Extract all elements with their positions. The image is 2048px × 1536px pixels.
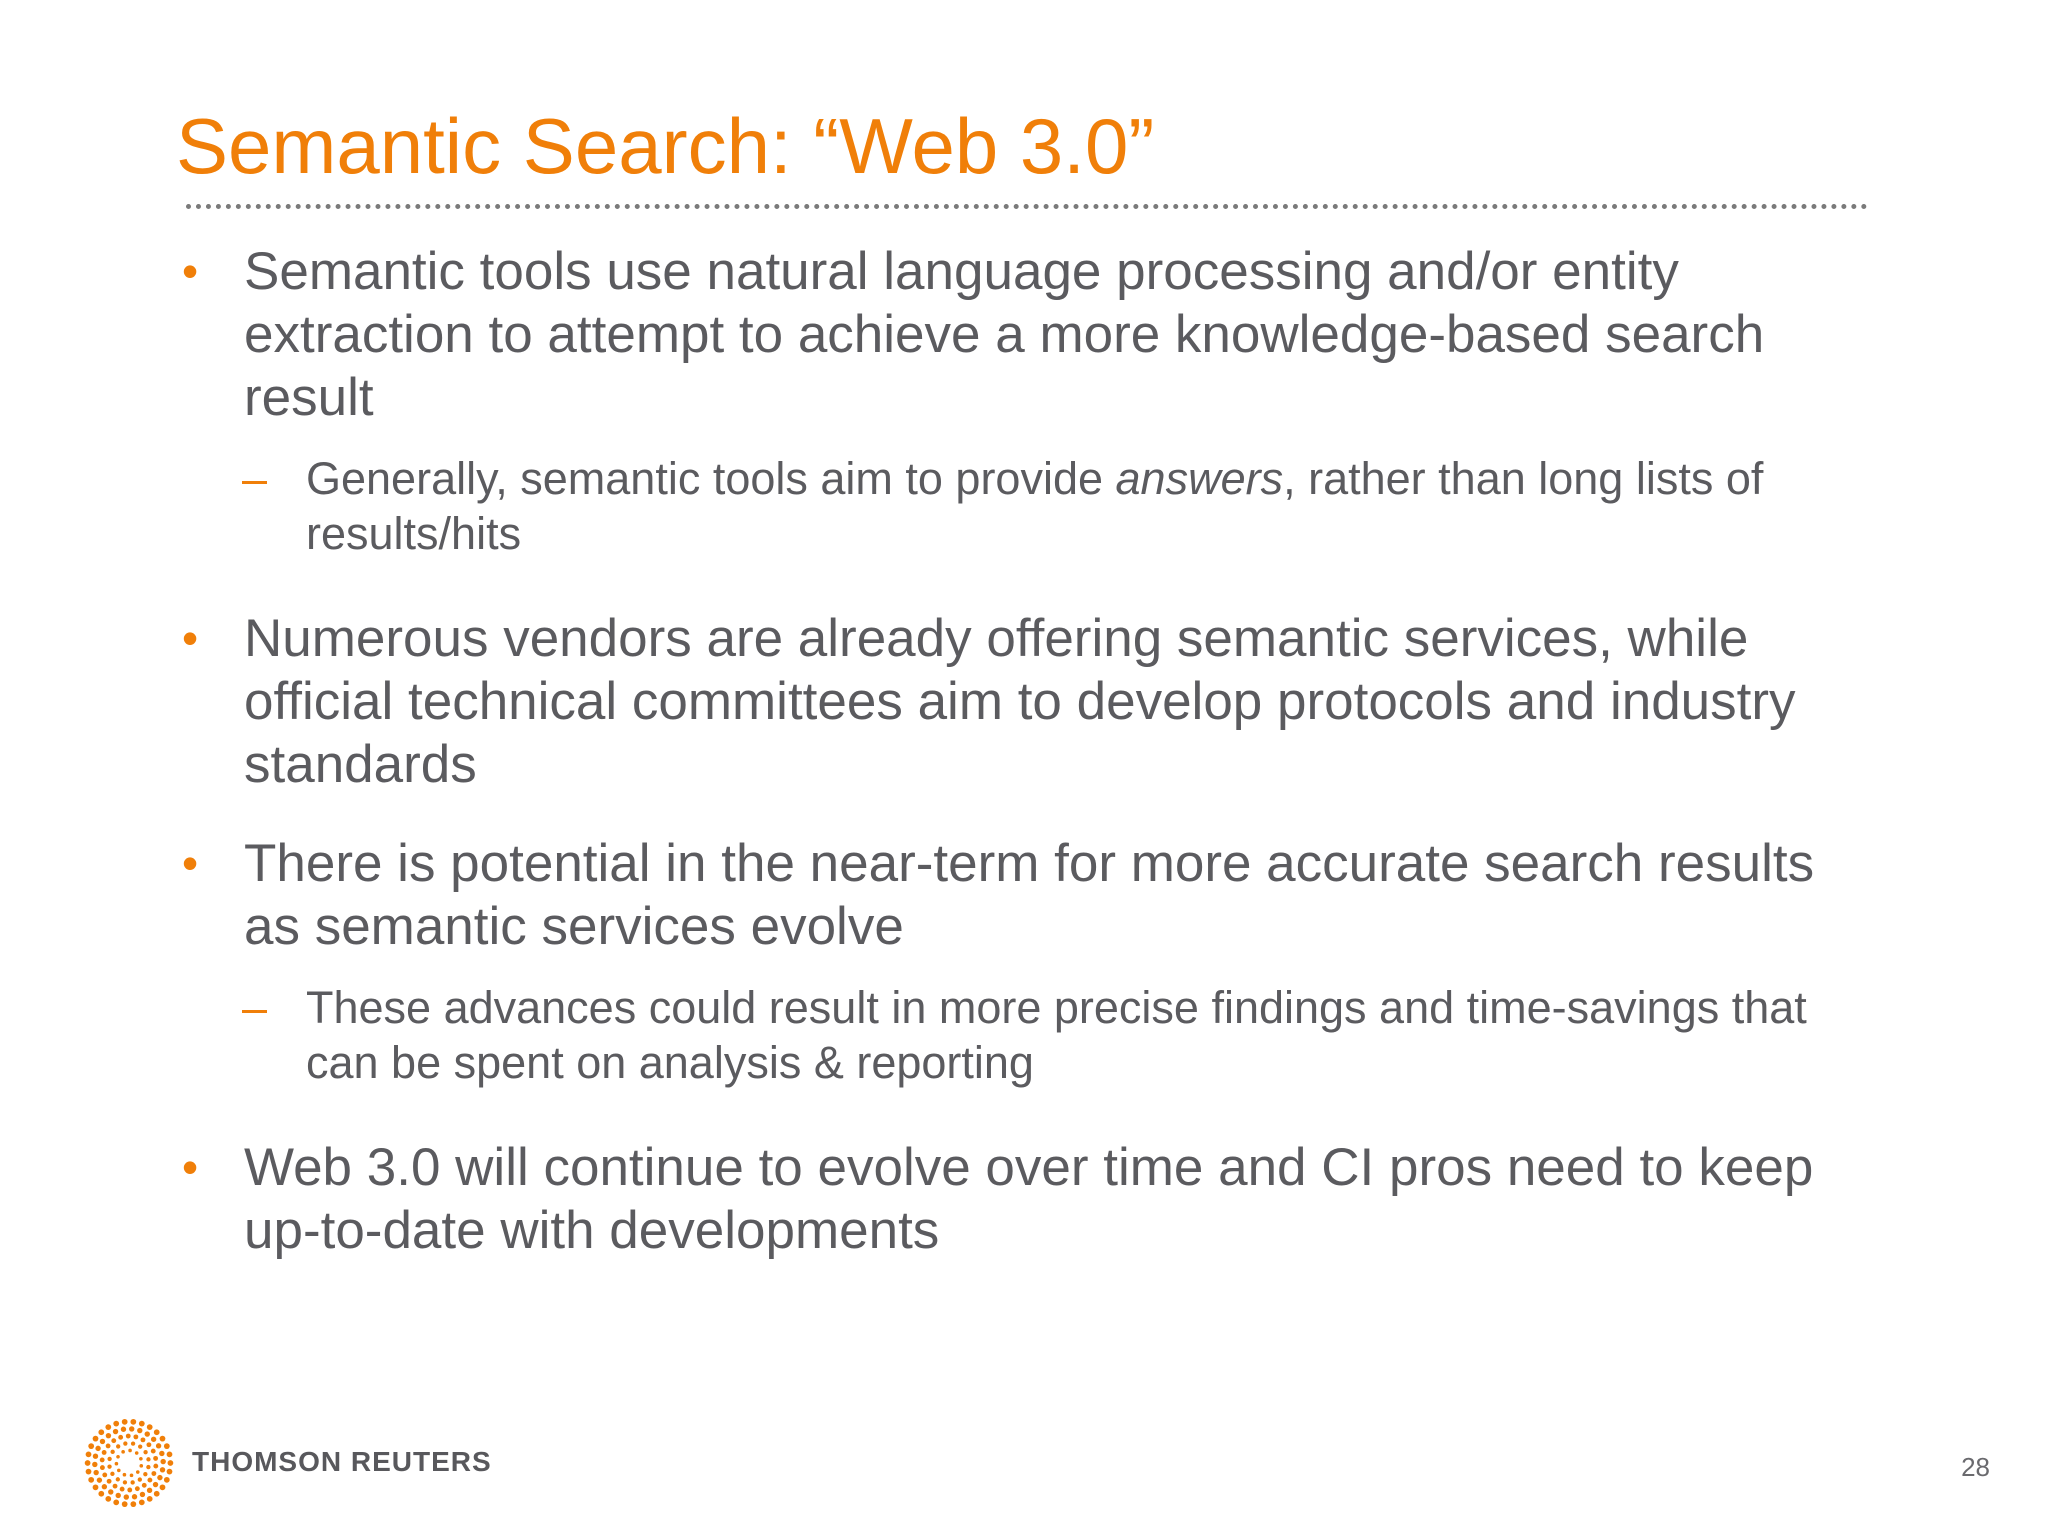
sub-bullet-marker: – xyxy=(242,453,268,504)
logo-dot xyxy=(157,1475,162,1480)
logo-dot xyxy=(143,1450,147,1454)
logo-dot xyxy=(86,1469,92,1475)
sub-bullet-text: These advances could result in more precise findings and time-savings that can be spent on analysis & reporting xyxy=(306,982,1807,1088)
logo-dot xyxy=(110,1450,114,1454)
logo-dot xyxy=(132,1494,137,1499)
logo-dot xyxy=(130,1480,134,1484)
logo-dot xyxy=(97,1477,102,1482)
logo-dot xyxy=(123,1441,127,1445)
page-number: 28 xyxy=(1961,1452,1990,1482)
logo-dot xyxy=(107,1457,111,1461)
logo-dot xyxy=(164,1477,170,1483)
bullet-text: Numerous vendors are already offering semantic services, while official technical committees aim to develop protocols and industry standards xyxy=(244,609,1796,794)
logo-dot xyxy=(102,1450,107,1455)
logo-dot xyxy=(116,1455,120,1459)
logo-dot xyxy=(110,1472,114,1476)
logo-dot xyxy=(85,1460,91,1466)
logo-dot xyxy=(93,1470,98,1475)
logo-dot xyxy=(135,1451,139,1455)
logo-dot xyxy=(142,1483,147,1488)
logo-dot xyxy=(123,1473,127,1477)
logo-dot xyxy=(147,1478,152,1483)
logo-dot xyxy=(88,1477,94,1483)
logo-dot xyxy=(107,1464,111,1468)
logo-dot xyxy=(92,1462,97,1467)
logo-dot xyxy=(128,1449,132,1453)
logo-dot xyxy=(151,1449,156,1454)
sub-bullet-item xyxy=(176,980,1856,1090)
logo-dot xyxy=(95,1446,100,1451)
logo-dot xyxy=(126,1434,131,1439)
logo-dot xyxy=(141,1437,146,1442)
logo-dot xyxy=(107,1479,112,1484)
logo-dot xyxy=(122,1419,128,1425)
logo-dot xyxy=(113,1499,119,1505)
logo-dot xyxy=(154,1491,160,1497)
logo-dot xyxy=(139,1421,145,1427)
logo-dot xyxy=(93,1436,99,1442)
logo-dot xyxy=(138,1477,142,1481)
slide-title: Semantic Search: “Web 3.0” xyxy=(176,102,1155,190)
logo-dot xyxy=(164,1443,170,1449)
logo-dot xyxy=(154,1429,160,1435)
logo-dot xyxy=(113,1421,119,1427)
bullet-item xyxy=(176,607,1856,796)
bullet-text: Semantic tools use natural language processing and/or entity extraction to attempt to achieve a more knowledge-based search result xyxy=(244,242,1765,427)
logo-dot xyxy=(116,1493,121,1498)
sub-bullet-marker: – xyxy=(242,982,268,1033)
bullet-item xyxy=(176,832,1856,958)
logo-dot xyxy=(105,1424,111,1430)
slide-body xyxy=(176,240,1856,1290)
logo-dot xyxy=(130,1474,134,1478)
logo-dot xyxy=(102,1484,107,1489)
sub-bullet-emphasis: answers xyxy=(1115,453,1284,504)
logo-dot xyxy=(167,1452,173,1458)
logo-dot xyxy=(146,1457,150,1461)
logo-dot xyxy=(129,1426,134,1431)
logo-dot xyxy=(160,1467,165,1472)
logo-dot xyxy=(151,1471,156,1476)
logo-dot xyxy=(123,1480,127,1484)
logo-dot xyxy=(139,1457,143,1461)
logo-dot xyxy=(151,1437,156,1442)
logo-dot xyxy=(153,1456,158,1461)
logo-dot xyxy=(100,1465,105,1470)
logo-dot xyxy=(131,1441,135,1445)
logo-dot xyxy=(139,1499,145,1505)
logo-dot xyxy=(143,1472,147,1476)
logo-dot xyxy=(137,1428,142,1433)
logo-dot xyxy=(124,1494,129,1499)
logo-dot xyxy=(146,1465,150,1469)
logo-dot xyxy=(156,1443,161,1448)
logo-dot xyxy=(133,1434,138,1439)
logo-dot xyxy=(139,1464,143,1468)
logo-dot xyxy=(160,1436,166,1442)
logo-dot xyxy=(160,1459,165,1464)
logo-dot xyxy=(136,1470,140,1474)
title-divider xyxy=(186,204,1868,209)
bullet-marker: • xyxy=(182,245,199,297)
sub-bullet-text-before: Generally, semantic tools aim to provide xyxy=(306,453,1116,504)
logo-dot xyxy=(167,1469,173,1475)
logo-dot xyxy=(106,1443,111,1448)
logo-dot xyxy=(147,1424,153,1430)
logo-dot xyxy=(106,1433,111,1438)
logo-dot xyxy=(100,1439,105,1444)
bullet-text: Web 3.0 will continue to evolve over time and CI pros need to keep up-to-date with developments xyxy=(244,1138,1814,1260)
logo-dot xyxy=(147,1496,153,1502)
logo-dot xyxy=(120,1487,125,1492)
logo-dot xyxy=(168,1460,174,1466)
logo-dot xyxy=(138,1444,142,1448)
logo-dot xyxy=(116,1477,120,1481)
logo-dot xyxy=(88,1443,94,1449)
bullet-marker: • xyxy=(182,1141,199,1193)
logo-dot xyxy=(116,1444,120,1448)
logo-dot xyxy=(135,1486,140,1491)
logo-dot xyxy=(121,1450,125,1454)
thomson-reuters-logo-icon xyxy=(84,1418,174,1508)
logo-dot xyxy=(130,1501,136,1507)
logo-dot xyxy=(140,1492,145,1497)
logo-dot xyxy=(113,1429,118,1434)
bullet-text: There is potential in the near-term for more accurate search results as semantic services evolve xyxy=(244,834,1815,956)
logo-dot xyxy=(93,1454,98,1459)
sub-bullet-item xyxy=(176,451,1856,561)
logo-dot xyxy=(122,1501,128,1507)
logo-dot xyxy=(145,1431,150,1436)
logo-dot xyxy=(108,1489,113,1494)
logo-dot xyxy=(146,1442,151,1447)
logo-dot xyxy=(127,1488,132,1493)
logo-dot xyxy=(102,1472,107,1477)
logo-dot xyxy=(117,1469,121,1473)
logo-dot xyxy=(111,1438,116,1443)
logo-dot xyxy=(160,1484,166,1490)
logo-dot xyxy=(147,1488,152,1493)
bullet-item xyxy=(176,1136,1856,1262)
sub-bullet-text-after: , rather than long lists of results/hits xyxy=(306,453,1764,559)
logo-dot xyxy=(121,1427,126,1432)
logo-dot xyxy=(98,1429,104,1435)
logo-dot xyxy=(153,1482,158,1487)
logo-dot xyxy=(115,1462,119,1466)
logo-dot xyxy=(159,1451,164,1456)
logo-dot xyxy=(113,1484,118,1489)
brand-name: THOMSON REUTERS xyxy=(192,1446,492,1477)
logo-dot xyxy=(153,1464,158,1469)
logo-dot xyxy=(86,1452,92,1458)
logo-dot xyxy=(118,1435,123,1440)
logo-dot xyxy=(98,1491,104,1497)
logo-dot xyxy=(105,1496,111,1502)
logo-dot xyxy=(93,1484,99,1490)
bullet-marker: • xyxy=(182,837,199,889)
logo-dot xyxy=(100,1457,105,1462)
bullet-marker: • xyxy=(182,612,199,664)
logo-dot xyxy=(130,1419,136,1425)
bullet-item xyxy=(176,240,1856,429)
